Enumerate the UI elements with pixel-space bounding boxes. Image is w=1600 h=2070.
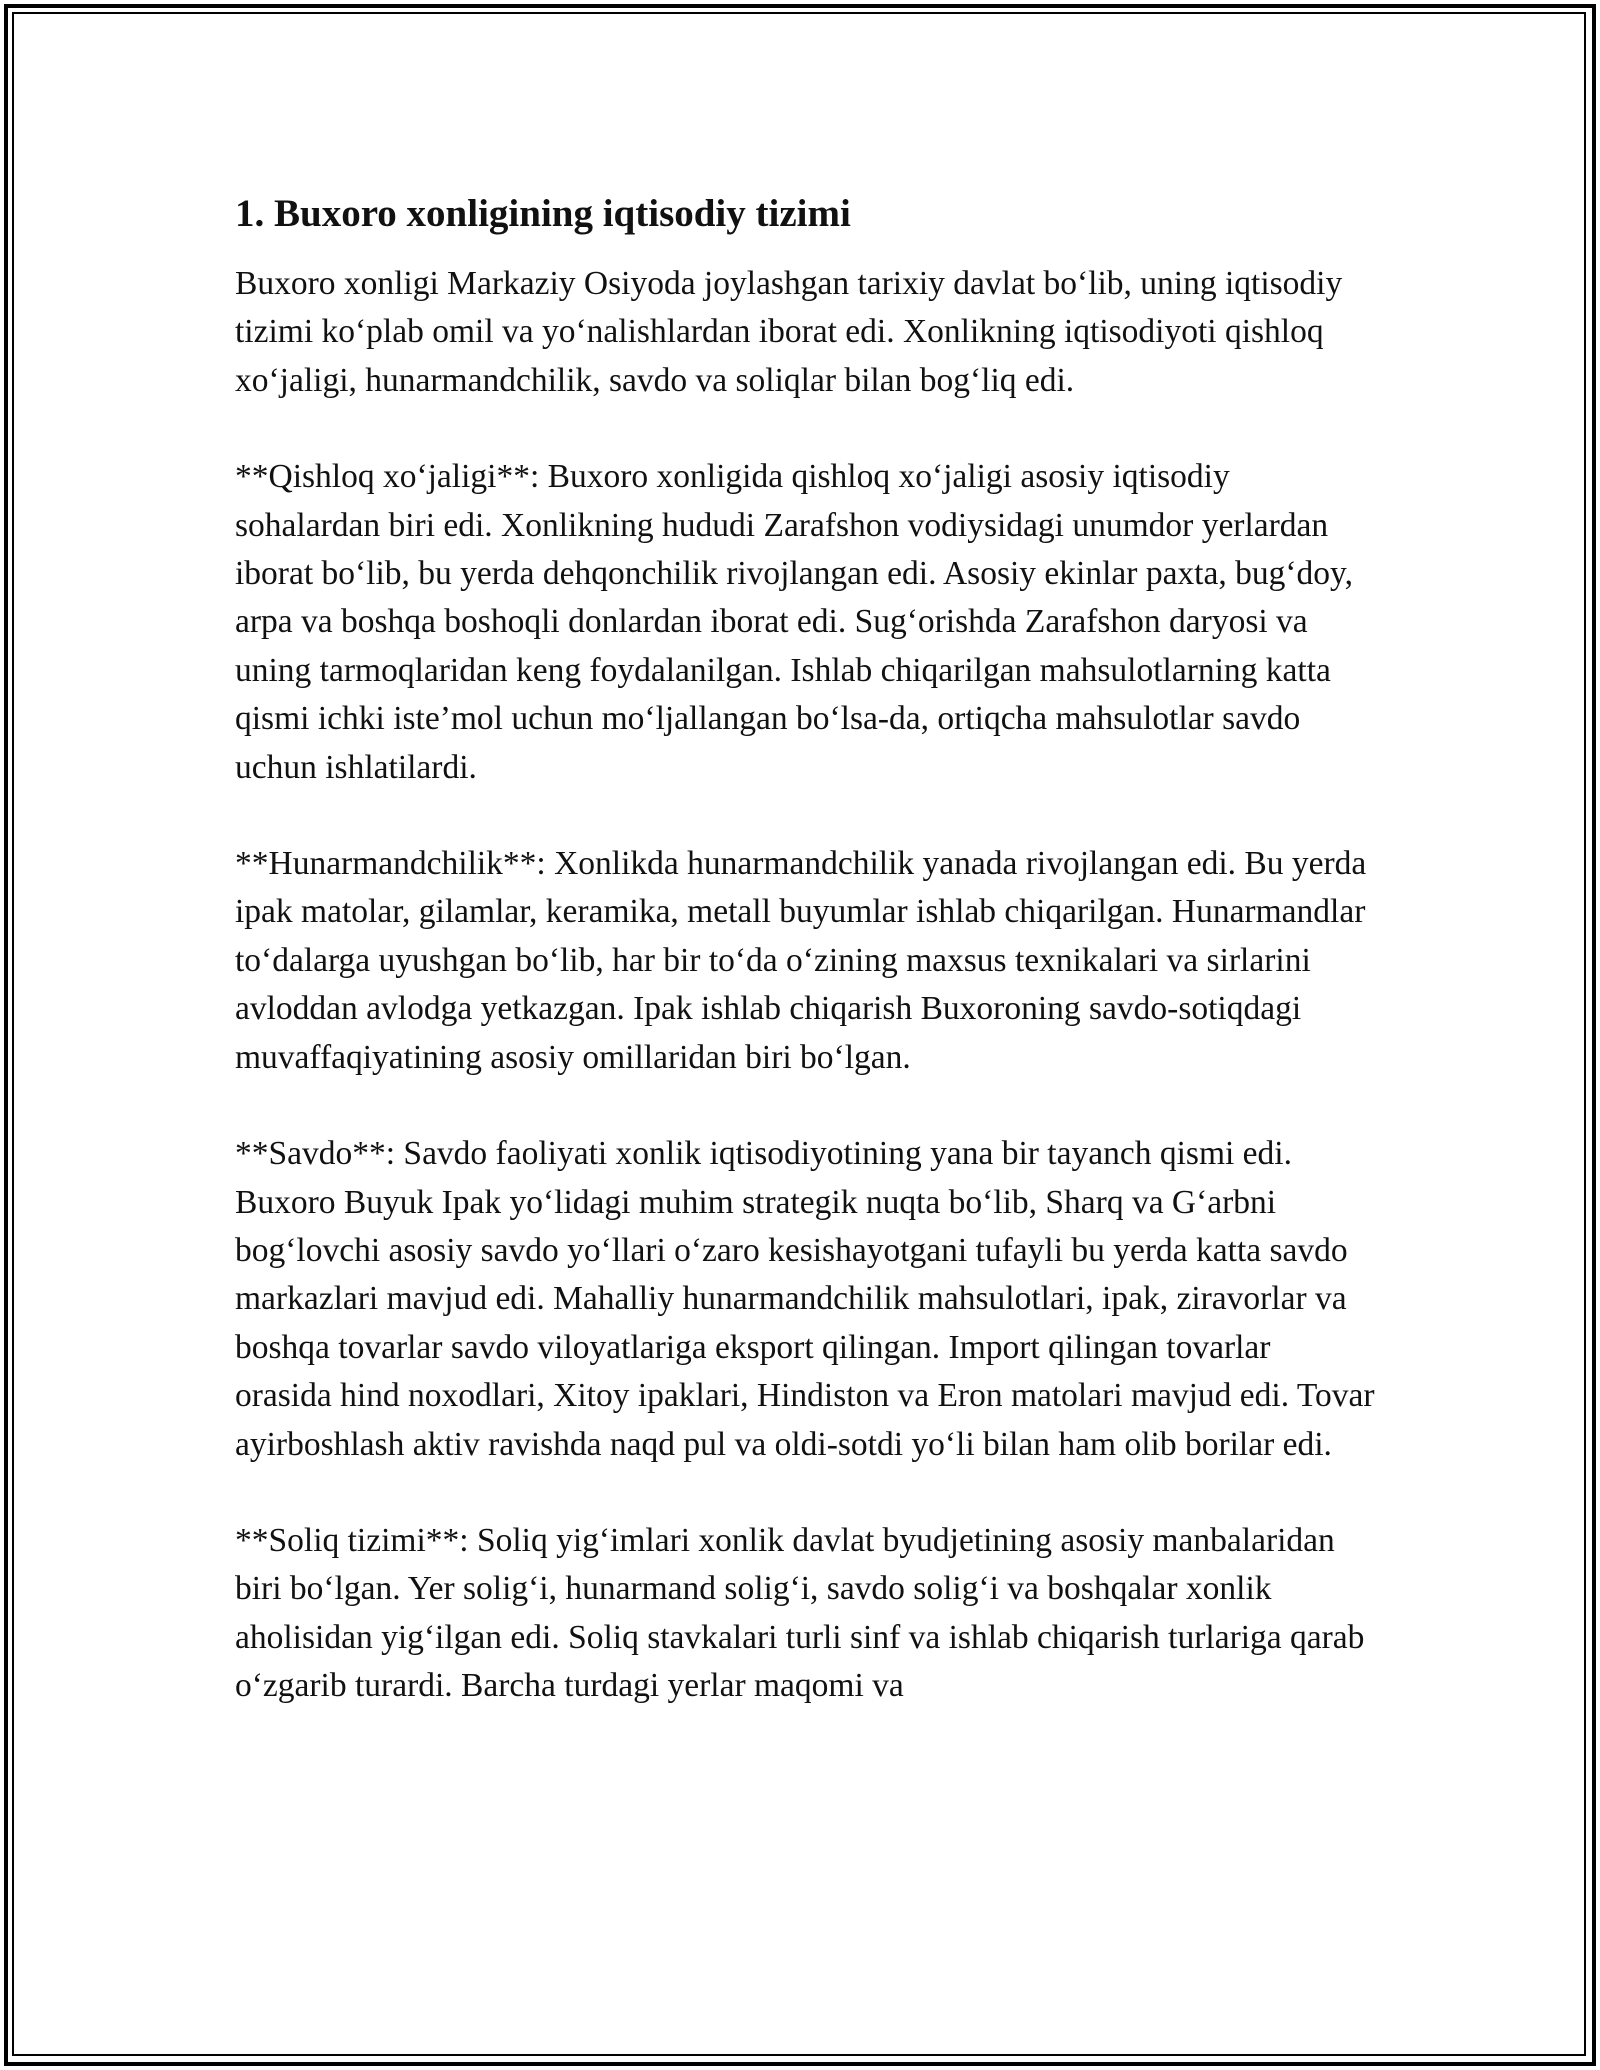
- paragraph-crafts: **Hunarmandchilik**: Xonlikda hunarmandchilik yanada rivojlangan edi. Bu yerda ipak matolar, gilamlar, keramika, metall buyumlar ishlab chiqarilgan. Hunarmandlar to‘dalarga uyushgan bo‘lib, har bir to‘da o‘zining maxsus texnikalari va sirlarini avloddan avlodga yetkazgan. Ipak ishlab chiqarish Buxoroning savdo-sotiqdagi muvaffaqiyatining asosiy omillaridan biri bo‘lgan.: [235, 845, 1367, 1076]
- document-body: [235, 188, 1375, 1759]
- paragraph-agriculture: **Qishloq xo‘jaligi**: Buxoro xonligida qishloq xo‘jaligi asosiy iqtisodiy sohalardan biri edi. Xonlikning hududi Zarafshon vodiysidagi unumdor yerlardan iborat bo‘lib, bu yerda dehqonchilik rivojlangan edi. Asosiy ekinlar paxta, bug‘doy, arpa va boshqa boshoqli donlardan iborat edi. Sug‘orishda Zarafshon daryosi va uning tarmoqlaridan keng foydalanilgan. Ishlab chiqarilgan mahsulotlarning katta qismi ichki iste’mol uchun mo‘ljallangan bo‘lsa-da, ortiqcha mahsulotlar savdo uchun ishlatilardi.: [235, 458, 1353, 786]
- paragraph-trade: **Savdo**: Savdo faoliyati xonlik iqtisodiyotining yana bir tayanch qismi edi. Buxoro Buyuk Ipak yo‘lidagi muhim strategik nuqta bo‘lib, Sharq va G‘arbni bog‘lovchi asosiy savdo yo‘llari o‘zaro kesishayotgani tufayli bu yerda katta savdo markazlari mavjud edi. Mahalliy hunarmandchilik mahsulotlari, ipak, ziravorlar va boshqa tovarlar savdo viloyatlariga eksport qilingan. Import qilingan tovarlar orasida hind noxodlari, Xitoy ipaklari, Hindiston va Eron matolari mavjud edi. Tovar ayirboshlash aktiv ravishda naqd pul va oldi-sotdi yo‘li bilan ham olib borilar edi.: [235, 1135, 1375, 1463]
- paragraph-tax-system: **Soliq tizimi**: Soliq yig‘imlari xonlik davlat byudjetining asosiy manbalaridan biri bo‘lgan. Yer solig‘i, hunarmand solig‘i, savdo solig‘i va boshqalar xonlik aholisidan yig‘ilgan edi. Soliq stavkalari turli sinf va ishlab chiqarish turlariga qarab o‘zgarib turardi. Barcha turdagi yerlar maqomi va: [235, 1521, 1365, 1705]
- paragraph-intro: Buxoro xonligi Markaziy Osiyoda joylashgan tarixiy davlat bo‘lib, uning iqtisodiy tizimi ko‘plab omil va yo‘nalishlardan iborat edi. Xonlikning iqtisodiyoti qishloq xo‘jaligi, hunarmandchilik, savdo va soliqlar bilan bog‘liq edi.: [235, 265, 1343, 399]
- document-title: 1. Buxoro xonligining iqtisodiy tizimi: [235, 192, 851, 235]
